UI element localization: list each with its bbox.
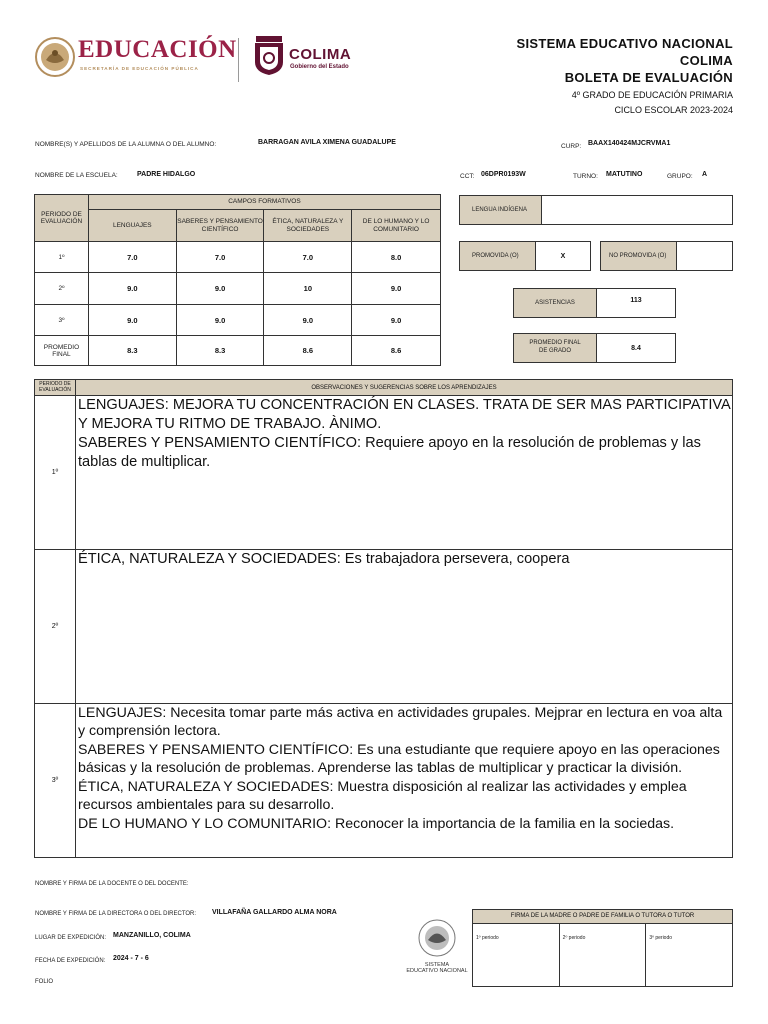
asistencias-value: 113 [630,297,642,304]
grade-cell: 8.6 [352,336,441,366]
curp-label: CURP: [561,143,582,150]
obs-text [75,396,732,550]
student-name: BARRAGAN AVILA XIMENA GUADALUPE [258,139,396,146]
col-saberes: SABERES Y PENSAMIENTO CIENTÍFICO [176,210,264,242]
header-title-3: BOLETA DE EVALUACIÓN [564,70,733,85]
table-row [35,336,441,366]
signature-period-1[interactable] [473,924,560,987]
obs-line: ÉTICA, NATURALEZA Y SOCIEDADES: Muestra disposición al realizar las actividades y emplea recursos ambientales para su desarrollo. [77,778,687,814]
obs-line: LENGUAJES: MEJORA TU CONCENTRACIÓN EN CLASES. TRATA DE SER MAS PARTICIPATIVA Y MEJORA TU RITMO DE TRABAJO. ÀNIMO. [77,397,730,432]
cct-label: CCT: [460,173,475,180]
grade-cell: 9.0 [88,305,176,336]
header-title-2: COLIMA [679,53,733,68]
table-row [35,550,733,704]
obs-line: SABERES Y PENSAMIENTO CIENTÍFICO: Es una estudiante que requiere apoyo en las operaciones básicas y la resolución de problemas. Aprenderse las tablas de multiplicar y practicar la división. [77,741,720,777]
school-label: NOMBRE DE LA ESCUELA: [35,172,118,179]
director-name: VILLAFAÑA GALLARDO ALMA NORA [212,909,337,916]
turno-value: MATUTINO [606,171,643,178]
period-cell: PROMEDIO FINAL [35,336,89,366]
period-cell: 1º [35,242,89,273]
signature-period-3[interactable] [646,924,732,987]
period-cell: 2º [35,273,89,305]
grade-cell: 9.0 [264,305,352,336]
period-header: PERIODO DE EVALUACIÓN [35,195,89,242]
promovida-mark: X [560,253,566,260]
docente-label: NOMBRE Y FIRMA DE LA DOCENTE O DEL DOCENTE: [35,881,189,887]
grade-cell: 8.6 [264,336,352,366]
obs-line: ÉTICA, NATURALEZA Y SOCIEDADES: Es trabajadora persevera, coopera [77,551,570,567]
grade-cell: 7.0 [264,242,352,273]
lengua-indigena-value [542,196,732,224]
col-etica: ÉTICA, NATURALEZA Y SOCIEDADES [264,210,352,242]
table-row [35,273,441,305]
lengua-indigena-label: LENGUA INDÍGENA [460,196,542,224]
obs-period: 3º [35,704,76,858]
table-row [35,396,733,550]
colima-shield-icon [252,34,286,76]
grade-cell: 9.0 [352,273,441,305]
obs-line: SABERES Y PENSAMIENTO CIENTÍFICO: Requiere apoyo en la resolución de problemas y las tablas de multiplicar. [77,434,701,470]
grade-cell: 7.0 [88,242,176,273]
mexico-coat-of-arms-icon [34,36,76,78]
signature-period-label: 3º periodo [649,935,673,941]
grade-cell: 9.0 [88,273,176,305]
director-label: NOMBRE Y FIRMA DE LA DIRECTORA O DEL DIRECTOR: [35,911,197,917]
student-name-label: NOMBRE(S) Y APELLIDOS DE LA ALUMNA O DEL ALUMNO: [35,141,217,148]
lugar-value: MANZANILLO, COLIMA [113,932,191,939]
promovida-box [459,241,591,271]
colima-logo-sub: Gobierno del Estado [290,64,349,70]
curp-value: BAAX140424MJCRVMA1 [588,140,671,147]
fecha-label: FECHA DE EXPEDICIÓN: [35,958,106,964]
header-title-1: SISTEMA EDUCATIVO NACIONAL [516,36,733,51]
grade-cell: 8.0 [352,242,441,273]
grade-cell: 8.3 [88,336,176,366]
colima-logo [252,34,362,78]
signature-period-2[interactable] [560,924,647,987]
grade-cell: 9.0 [352,305,441,336]
grade-cell: 7.0 [176,242,264,273]
logo-divider [238,38,239,82]
promedio-label: PROMEDIO FINAL DE GRADO [514,334,597,362]
signature-period-label: 2º periodo [562,935,586,941]
seal-line-2: EDUCATIVO NACIONAL [406,968,468,974]
school-name: PADRE HIDALGO [137,171,196,178]
colima-logo-text: COLIMA [289,46,352,63]
observations-table [34,379,733,858]
header-grade: 4º GRADO DE EDUCACIÓN PRIMARIA [571,90,733,100]
table-row [35,305,441,336]
fecha-value: 2024 - 7 - 6 [113,955,149,962]
parent-signature-header: FIRMA DE LA MADRE O PADRE DE FAMILIA O TUTORA O TUTOR [473,910,732,924]
no-promovida-mark [677,242,732,270]
obs-period-header: PERIODO DE EVALUACIÓN [35,380,76,396]
obs-period: 2º [35,550,76,704]
obs-line: DE LO HUMANO Y LO COMUNITARIO: Reconocer la importancia de la familia en la sociedas. [77,815,675,832]
obs-line: LENGUAJES: Necesita tomar parte más activa en actividades grupales. Mejprar en lectura en voa alta y comprensión lectora. [77,705,723,740]
obs-text [75,704,732,858]
obs-period: 1º [35,396,76,550]
no-promovida-label: NO PROMOVIDA (O) [601,242,677,270]
grupo-value: A [702,171,708,178]
signature-period-label: 1º periodo [476,935,499,941]
edu-logo-text: EDUCACIÓN [78,36,237,63]
turno-label: TURNO: [573,173,598,180]
lugar-label: LUGAR DE EXPEDICIÓN: [35,935,107,941]
no-promovida-box [600,241,733,271]
promovida-label: PROMOVIDA (O) [460,242,536,270]
sep-logo [34,36,237,80]
promedio-value: 8.4 [631,345,641,352]
grade-cell: 9.0 [176,305,264,336]
grades-table [34,194,441,366]
obs-header: OBSERVACIONES Y SUGERENCIAS SOBRE LOS APRENDIZAJES [75,380,732,396]
edu-logo-sub: SECRETARÍA DE EDUCACIÓN PÚBLICA [80,66,199,71]
seal-emblem-icon [417,918,457,958]
grupo-label: GRUPO: [667,173,693,180]
official-seal [404,918,470,988]
period-cell: 3º [35,305,89,336]
asistencias-label: ASISTENCIAS [514,289,597,317]
grade-cell: 10 [264,273,352,305]
asistencias-box [513,288,676,318]
campos-header: CAMPOS FORMATIVOS [88,195,440,210]
lengua-indigena-box [459,195,733,225]
table-row [35,704,733,858]
seal-line-1: SISTEMA [424,962,450,968]
grade-cell: 9.0 [176,273,264,305]
parent-signature-box [472,909,733,987]
folio-label: FOLIO [35,979,54,985]
col-humano: DE LO HUMANO Y LO COMUNITARIO [352,210,441,242]
table-row [35,242,441,273]
grade-cell: 8.3 [176,336,264,366]
obs-text [75,550,732,704]
cct-value: 06DPR0193W [481,171,526,178]
header-cycle: CICLO ESCOLAR 2023-2024 [614,105,733,115]
promedio-box [513,333,676,363]
col-lenguajes: LENGUAJES [88,210,176,242]
